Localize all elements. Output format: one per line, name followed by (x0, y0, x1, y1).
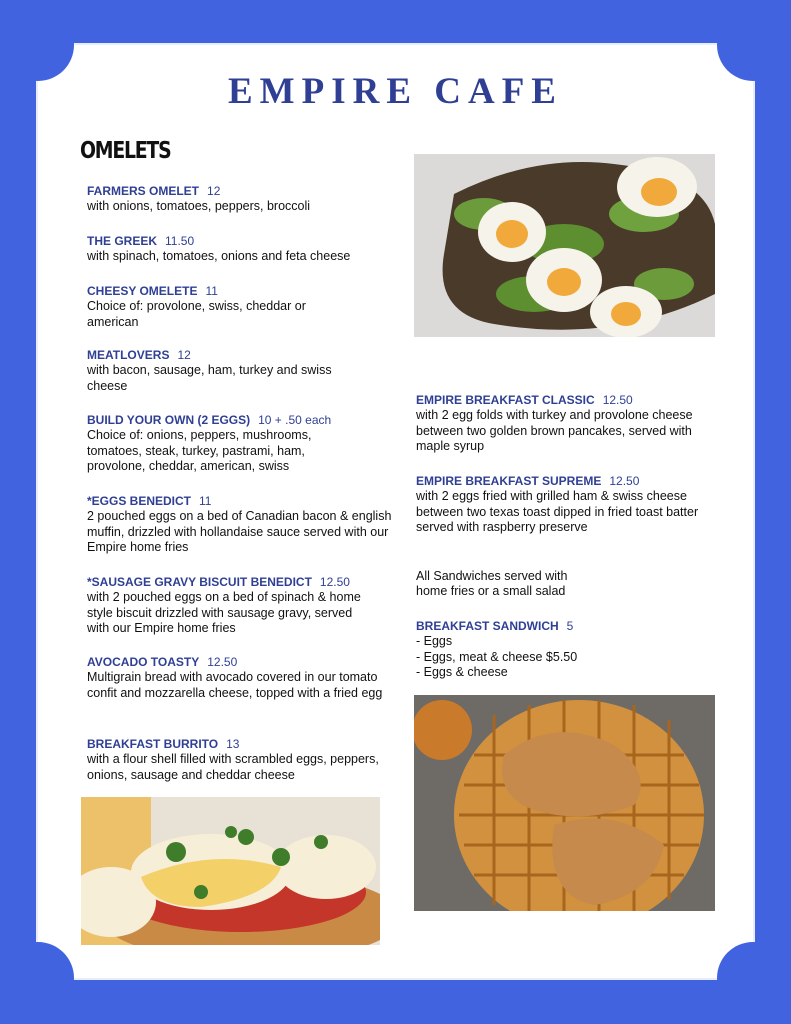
item-price: 12.50 (609, 474, 640, 488)
menu-item (87, 413, 362, 474)
item-price: 11 (199, 494, 212, 508)
item-price: 13 (226, 737, 240, 751)
menu-item (87, 494, 392, 555)
eggs-benedict-photo (81, 797, 380, 945)
menu-item (87, 737, 392, 783)
item-name: BREAKFAST SANDWICH (416, 619, 559, 633)
item-description: with 2 egg folds with turkey and provolone cheese between two golden brown pancakes, served with maple syrup (416, 408, 693, 453)
item-price: 10 + .50 each (258, 413, 332, 427)
item-name: THE GREEK (87, 234, 158, 248)
item-name: AVOCADO TOASTY (87, 655, 200, 669)
item-name: BREAKFAST BURRITO (87, 737, 219, 751)
item-name: EMPIRE BREAKFAST CLASSIC (416, 393, 595, 407)
option-line: - Eggs & cheese (416, 664, 508, 679)
item-description: with a flour shell filled with scrambled eggs, peppers, onions, sausage and cheddar cheese (87, 752, 379, 782)
menu-item (87, 234, 402, 265)
section-heading-omelets: OMELETS (80, 138, 171, 164)
item-name: CHEESY OMELETE (87, 284, 198, 298)
menu-item (87, 655, 387, 701)
item-name: *EGGS BENEDICT (87, 494, 192, 508)
item-description: Multigrain bread with avocado covered in our tomato confit and mozzarella cheese, topped with a fried egg (87, 670, 383, 700)
item-price: 12 (207, 184, 221, 198)
restaurant-title: EMPIRE CAFE (228, 71, 563, 112)
item-name: BUILD YOUR OWN (2 EGGS) (87, 413, 251, 427)
item-description: Choice of: provolone, swiss, cheddar or american (87, 299, 306, 329)
sandwich-note: All Sandwiches served with home fries or a small salad (416, 569, 568, 599)
item-price: 11.50 (165, 234, 195, 248)
item-name: FARMERS OMELET (87, 184, 200, 198)
corner-scallop (2, 942, 74, 1014)
item-description: with 2 eggs fried with grilled ham & swiss cheese between two texas toast dipped in fried toast batter served with raspberry preserve (416, 489, 699, 534)
option-line: - Eggs (416, 634, 453, 649)
item-description: Choice of: onions, peppers, mushrooms, tomatoes, steak, turkey, pastrami, ham, provolone, cheddar, american, swiss (87, 428, 312, 473)
item-price: 12.50 (207, 655, 238, 669)
item-name: *SAUSAGE GRAVY BISCUIT BENEDICT (87, 575, 312, 589)
menu-item (87, 575, 377, 636)
menu-item (87, 348, 372, 394)
item-description: with onions, tomatoes, peppers, broccoli (87, 199, 311, 214)
menu-item (87, 284, 357, 330)
menu-item (416, 619, 726, 680)
avocado-toast-photo (414, 154, 715, 337)
menu-item (416, 474, 721, 535)
menu-item (87, 184, 402, 215)
item-price: 12 (177, 348, 191, 362)
item-name: EMPIRE BREAKFAST SUPREME (416, 474, 602, 488)
item-name: MEATLOVERS (87, 348, 170, 362)
item-description: with bacon, sausage, ham, turkey and swiss cheese (87, 363, 332, 393)
option-line: - Eggs, meat & cheese $5.50 (416, 649, 578, 664)
item-description: with spinach, tomatoes, onions and feta cheese (87, 249, 351, 264)
chicken-waffle-photo (414, 695, 715, 911)
menu-item (416, 393, 721, 454)
item-price: 5 (566, 619, 574, 633)
item-price: 11 (205, 284, 218, 298)
item-price: 12.50 (319, 575, 350, 589)
item-price: 12.50 (602, 393, 633, 407)
item-description: with 2 pouched eggs on a bed of spinach & home style biscuit drizzled with sausage gravy, served with our Empire home fries (87, 590, 361, 635)
corner-scallop (717, 942, 789, 1014)
item-description: 2 pouched eggs on a bed of Canadian bacon & english muffin, drizzled with hollandaise sauce served with our Empire home fries (87, 509, 392, 554)
